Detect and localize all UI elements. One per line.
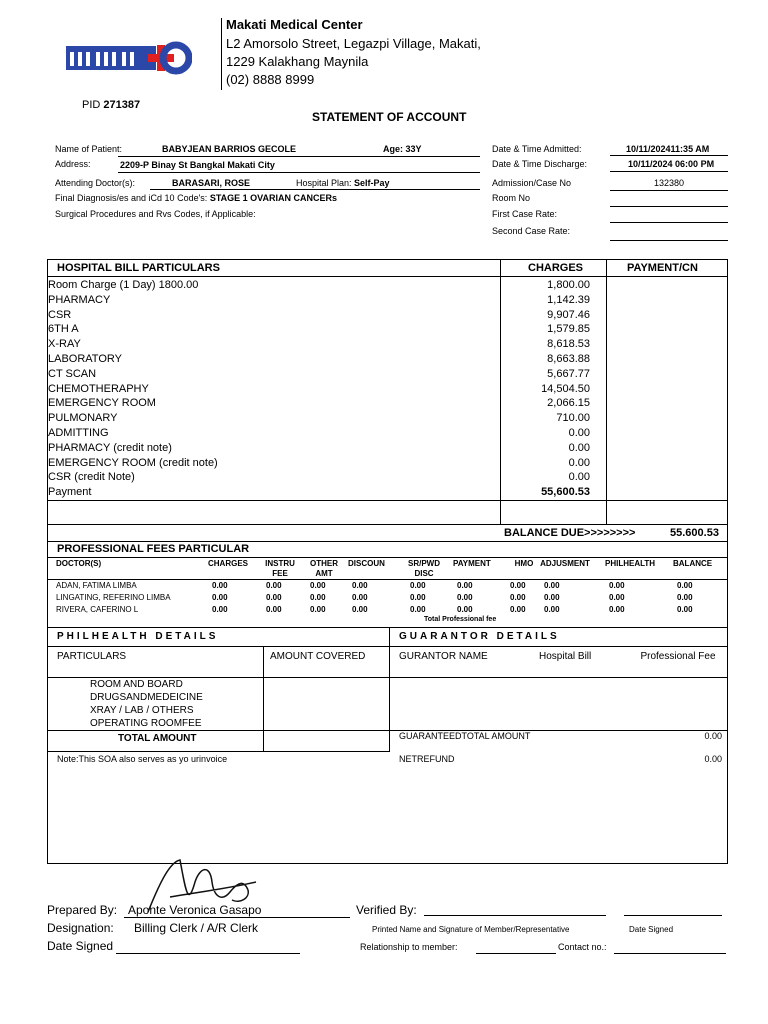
pf-doctor: LINGATING, REFERINO LIMBA — [56, 593, 171, 602]
hospital-logo — [64, 40, 192, 76]
guarantor-title: GUARANTOR DETAILS — [399, 631, 560, 642]
pf-value: 0.00 — [266, 581, 282, 590]
contact-label: Contact no.: — [558, 942, 607, 952]
pf-value: 0.00 — [609, 593, 625, 602]
philhealth-items — [90, 678, 203, 730]
bill-row-label: Room Charge (1 Day) 1800.00 — [48, 279, 199, 291]
verified-by-label: Verified By: — [356, 903, 417, 917]
bill-row-label: ADMITTING — [48, 427, 109, 439]
hospital-name: Makati Medical Center — [226, 17, 363, 32]
bill-row-label: PULMONARY — [48, 412, 118, 425]
pf-value: 0.00 — [544, 605, 560, 614]
pf-value: 0.00 — [212, 581, 228, 590]
designation-value: Billing Clerk / A/R Clerk — [134, 921, 259, 935]
bill-row-amount: 1,800.00 — [547, 279, 590, 291]
hospital-phone: (02) 8888 8999 — [226, 72, 315, 87]
second-case-rate-label: Second Case Rate: — [492, 226, 571, 236]
admitted-label: Date & Time Admitted: — [492, 144, 582, 154]
pf-value: 0.00 — [212, 605, 228, 614]
bill-row-label: CT SCAN — [48, 367, 97, 380]
bill-particulars-header: HOSPITAL BILL PARTICULARS — [57, 262, 220, 274]
bill-row-label: PHARMACY (credit note) — [48, 441, 172, 454]
guarantor-name-label: GURANTOR NAME — [399, 651, 488, 662]
bill-charges-header: CHARGES — [528, 262, 584, 274]
bill-row-amount: 1,579.85 — [547, 323, 590, 336]
bill-row-label: PHARMACY — [48, 293, 111, 306]
pf-doctor: ADAN, FATIMA LIMBA — [56, 581, 137, 590]
pf-value: 0.00 — [510, 581, 526, 590]
soa-note: Note:This SOA also serves as yo urinvoice — [57, 754, 228, 764]
bill-row-label: EMERGENCY ROOM (credit note) — [48, 456, 218, 469]
guaranteed-total-label: GUARANTEEDTOTAL AMOUNT — [399, 731, 531, 741]
document-title: STATEMENT OF ACCOUNT — [312, 110, 467, 124]
doctor-label: Attending Doctor(s): — [55, 178, 136, 188]
patient-name: BABYJEAN BARRIOS GECOLE — [162, 144, 297, 154]
hospital-address-1: L2 Amorsolo Street, Legazpi Village, Makati, — [226, 36, 481, 51]
date-signed-label: Date Signed — [47, 939, 114, 953]
bill-row-amount: 0.00 — [568, 441, 590, 454]
netrefund-value: 0.00 — [704, 754, 722, 764]
balance-due-value: 55.600.53 — [670, 527, 719, 539]
philhealth-particulars-label: PARTICULARS — [57, 651, 127, 662]
bill-row-amount: 2,066.15 — [547, 397, 590, 410]
patient-age: Age: 33Y — [383, 144, 422, 154]
netrefund-label: NETREFUND — [399, 754, 455, 764]
bill-row-label: LABORATORY — [48, 353, 122, 365]
room-no-label: Room No — [492, 193, 531, 203]
pid: PID 271387 — [82, 99, 141, 111]
bill-row-label: 6TH A — [48, 323, 79, 336]
philhealth-total-label: TOTAL AMOUNT — [118, 733, 197, 744]
pf-value: 0.00 — [352, 605, 368, 614]
bill-payment-header: PAYMENT/CN — [627, 262, 698, 274]
discharge-label: Date & Time Discharge: — [492, 159, 588, 169]
pf-value: 0.00 — [410, 581, 426, 590]
pf-header-cell: ADJUSMENT — [540, 559, 590, 568]
bill-row-label: Payment — [48, 486, 92, 499]
diagnosis: Final Diagnosis/es and iCd 10 Code's: STAGE 1 OVARIAN CANCERs — [55, 193, 338, 203]
bill-row-label: CSR — [48, 308, 72, 321]
hospital-address-2: 1229 Kalakhang Maynila — [226, 54, 369, 69]
guaranteed-total-value: 0.00 — [704, 731, 722, 741]
pf-value: 0.00 — [609, 605, 625, 614]
pf-value: 0.00 — [410, 593, 426, 602]
guarantor-hospital-bill-label: Hospital Bill — [539, 651, 592, 662]
philhealth-item: OPERATING ROOMFEE — [90, 718, 202, 729]
pf-total-label: Total Professional fee — [424, 616, 497, 623]
bill-row-amount: 710.00 — [556, 412, 590, 425]
date-signed-small-label: Date Signed — [629, 925, 674, 934]
pf-header-cell: SR/PWD DISC — [408, 559, 440, 578]
pf-header-cell: OTHER AMT — [310, 559, 338, 578]
pf-header-cell: DOCTOR(S) — [56, 559, 102, 568]
balance-due-label: BALANCE DUE>>>>>>>> — [504, 527, 636, 539]
guarantor-prof-fee-label: Professional Fee — [640, 651, 716, 662]
pf-value: 0.00 — [266, 605, 282, 614]
philhealth-amount-label: AMOUNT COVERED — [270, 651, 366, 662]
pf-value: 0.00 — [609, 581, 625, 590]
pf-header-cell: DISCOUN — [348, 559, 385, 568]
pf-value: 0.00 — [410, 605, 426, 614]
patient-address: 2209-P Binay St Bangkal Makati City — [120, 160, 275, 170]
patient-name-label: Name of Patient: — [55, 144, 123, 154]
bill-row-amount: 9,907.46 — [547, 308, 590, 321]
designation-label: Designation: — [47, 921, 114, 935]
attending-doctor: BARASARI, ROSE — [172, 178, 251, 188]
pf-header-cell: BALANCE — [673, 559, 713, 568]
hospital-plan: Hospital Plan: Self-Pay — [296, 178, 390, 188]
pf-value: 0.00 — [457, 593, 473, 602]
philhealth-title: PHILHEALTH DETAILS — [57, 631, 219, 642]
bill-row-label: X-RAY — [48, 338, 81, 351]
pf-value: 0.00 — [212, 593, 228, 602]
pf-value: 0.00 — [310, 581, 326, 590]
case-no-value: 132380 — [654, 178, 685, 188]
pf-header-cell: PHILHEALTH — [605, 559, 656, 568]
pf-header-cell: HMO — [514, 559, 534, 568]
admitted-value: 10/11/202411:35 AM — [626, 144, 710, 154]
philhealth-item: XRAY / LAB / OTHERS — [90, 705, 194, 716]
pf-value: 0.00 — [544, 581, 560, 590]
pf-value: 0.00 — [544, 593, 560, 602]
pf-value: 0.00 — [510, 593, 526, 602]
bill-row-label: CHEMOTHERAPHY — [48, 382, 149, 395]
pf-value: 0.00 — [266, 593, 282, 602]
pf-value: 0.00 — [510, 605, 526, 614]
bill-row-amount: 0.00 — [568, 471, 590, 484]
case-no-label: Admission/Case No — [492, 178, 572, 188]
philhealth-item: ROOM AND BOARD — [90, 679, 183, 690]
pf-value: 0.00 — [677, 605, 693, 614]
header-divider — [221, 18, 222, 90]
pf-value: 0.00 — [352, 581, 368, 590]
pf-value: 0.00 — [457, 605, 473, 614]
pf-header-cell: CHARGES — [208, 559, 249, 568]
bill-row-amount: 14,504.50 — [541, 382, 590, 395]
bill-row-amount: 55,600.53 — [541, 486, 590, 499]
bill-row-amount: 0.00 — [568, 427, 590, 439]
pf-title: PROFESSIONAL FEES PARTICULAR — [57, 543, 250, 555]
pf-value: 0.00 — [310, 593, 326, 602]
printed-name-label: Printed Name and Signature of Member/Representative — [372, 925, 570, 934]
surgical-label: Surgical Procedures and Rvs Codes, if Applicable: — [55, 209, 256, 219]
philhealth-item: DRUGSANDMEDEICINE — [90, 692, 203, 703]
discharge-value: 10/11/2024 06:00 PM — [628, 159, 715, 169]
bill-row-amount: 5,667.77 — [547, 367, 590, 380]
bill-row-amount: 0.00 — [568, 456, 590, 469]
bill-row-label: EMERGENCY ROOM — [48, 397, 156, 410]
pf-value: 0.00 — [457, 581, 473, 590]
pf-value: 0.00 — [352, 593, 368, 602]
pf-header-cell: PAYMENT — [453, 559, 491, 568]
bill-row-amount: 1,142.39 — [547, 293, 590, 306]
bill-row-label: CSR (credit Note) — [48, 471, 135, 484]
prepared-by-label: Prepared By: — [47, 903, 118, 917]
pf-value: 0.00 — [677, 581, 693, 590]
signature — [140, 852, 260, 922]
address-label: Address: — [55, 159, 91, 169]
bill-row-amount: 8,663.88 — [547, 353, 590, 365]
bill-row-amount: 8,618.53 — [547, 338, 590, 351]
relationship-label: Relationship to member: — [360, 942, 458, 952]
pf-value: 0.00 — [310, 605, 326, 614]
prepared-by-name: Aponte Veronica Gasapo — [128, 903, 262, 917]
pf-header-cell: INSTRU FEE — [265, 559, 295, 578]
pf-doctor: RIVERA, CAFERINO L — [56, 605, 139, 614]
first-case-rate-label: First Case Rate: — [492, 209, 558, 219]
pf-value: 0.00 — [677, 593, 693, 602]
